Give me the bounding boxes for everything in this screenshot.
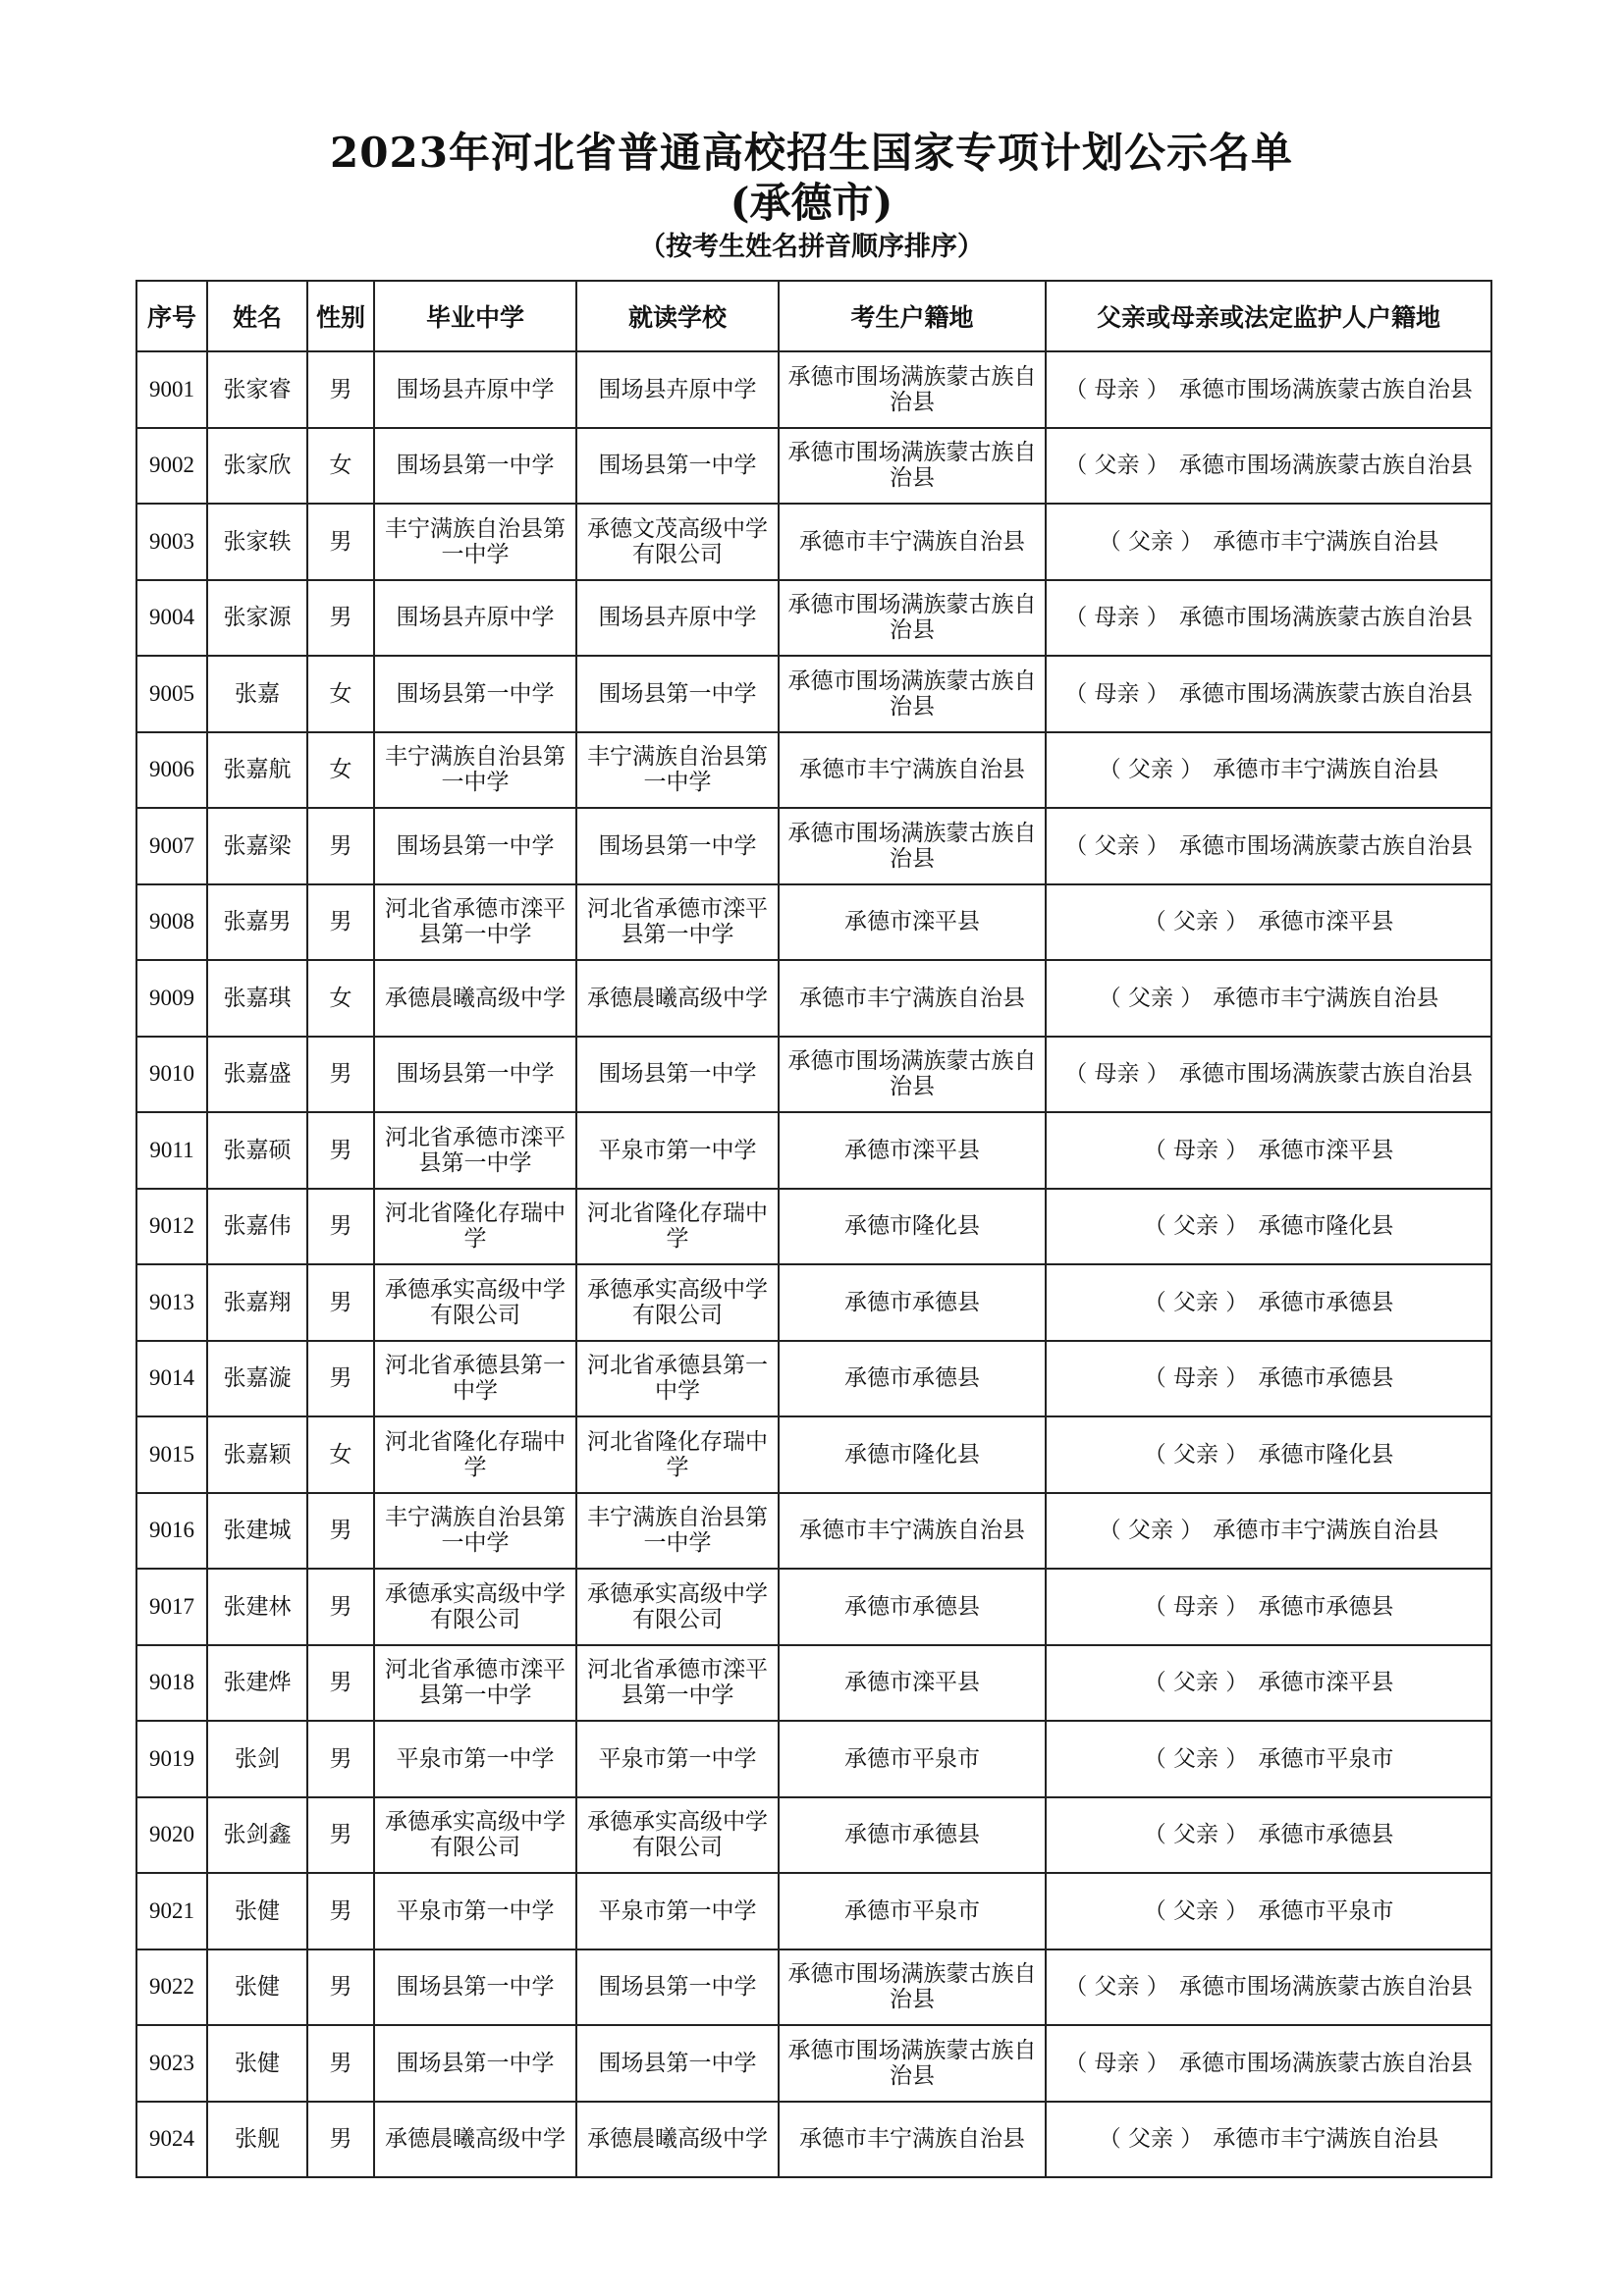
cell-guardian-hukou [1046,1416,1491,1493]
cell-name: 张嘉盛 [207,1037,307,1113]
cell-current-school: 平泉市第一中学 [576,1721,779,1797]
guardian-relation: （ 父亲 ） [1143,909,1249,935]
cell-grad-school: 河北省隆化存瑞中学 [374,1416,576,1493]
header-id: 序号 [136,281,207,351]
cell-current-school: 围场县卉原中学 [576,351,779,428]
guardian-hukou-place: 承德市围场满族蒙古族自治县 [1178,1974,1473,2001]
cell-name: 张建城 [207,1493,307,1570]
cell-gender: 女 [307,732,374,809]
guardian-relation: （ 父亲 ） [1098,985,1204,1011]
document-title: 2023年河北省普通高校招生国家专项计划公示名单 [330,129,1293,177]
cell-current-school: 承德承实高级中学有限公司 [576,1797,779,1874]
cell-guardian-hukou [1046,960,1491,1037]
cell-current-school: 丰宁满族自治县第一中学 [576,1493,779,1570]
table-row [136,428,1491,505]
cell-name: 张嘉梁 [207,808,307,884]
cell-gender: 男 [307,1341,374,1417]
document-header [0,128,1623,267]
cell-hukou: 承德市隆化县 [779,1416,1046,1493]
cell-hukou: 承德市承德县 [779,1264,1046,1341]
guardian-relation: （ 母亲 ） [1064,376,1169,402]
cell-hukou: 承德市滦平县 [779,884,1046,961]
cell-id: 9014 [136,1341,207,1417]
cell-id: 9004 [136,580,207,657]
guardian-relation: （ 父亲 ） [1143,1670,1249,1696]
table-row [136,504,1491,580]
cell-hukou: 承德市丰宁满族自治县 [779,1493,1046,1570]
cell-guardian-hukou [1046,1264,1491,1341]
guardian-hukou-place: 承德市平泉市 [1258,1745,1394,1772]
cell-hukou: 承德市滦平县 [779,1112,1046,1189]
cell-id: 9008 [136,884,207,961]
cell-guardian-hukou [1046,351,1491,428]
cell-hukou: 承德市围场满族蒙古族自治县 [779,1037,1046,1113]
cell-guardian-hukou [1046,1112,1491,1189]
guardian-hukou-place: 承德市滦平县 [1258,909,1394,935]
cell-name: 张嘉伟 [207,1189,307,1265]
cell-grad-school: 承德承实高级中学有限公司 [374,1264,576,1341]
cell-gender: 男 [307,1493,374,1570]
cell-grad-school: 承德晨曦高级中学 [374,960,576,1037]
table-row [136,1569,1491,1645]
cell-id: 9024 [136,2102,207,2178]
table-row [136,1797,1491,1874]
guardian-relation: （ 父亲 ） [1143,1213,1249,1240]
cell-grad-school: 围场县卉原中学 [374,580,576,657]
guardian-hukou-place: 承德市承德县 [1258,1289,1394,1315]
cell-grad-school: 围场县第一中学 [374,1949,576,2026]
cell-hukou: 承德市围场满族蒙古族自治县 [779,2025,1046,2102]
guardian-relation: （ 父亲 ） [1098,2126,1204,2153]
table-row [136,1189,1491,1265]
cell-name: 张嘉颖 [207,1416,307,1493]
cell-hukou: 承德市滦平县 [779,1645,1046,1722]
cell-guardian-hukou [1046,504,1491,580]
cell-guardian-hukou [1046,580,1491,657]
cell-hukou: 承德市围场满族蒙古族自治县 [779,656,1046,732]
guardian-relation: （ 父亲 ） [1143,1897,1249,1924]
guardian-hukou-place: 承德市丰宁满族自治县 [1213,1518,1439,1544]
cell-grad-school: 河北省隆化存瑞中学 [374,1189,576,1265]
header-grad-school: 毕业中学 [374,281,576,351]
cell-current-school: 河北省承德县第一中学 [576,1341,779,1417]
cell-grad-school: 平泉市第一中学 [374,1873,576,1949]
cell-current-school: 河北省隆化存瑞中学 [576,1189,779,1265]
cell-hukou: 承德市承德县 [779,1569,1046,1645]
cell-id: 9011 [136,1112,207,1189]
cell-grad-school: 围场县第一中学 [374,2025,576,2102]
cell-grad-school: 承德承实高级中学有限公司 [374,1797,576,1874]
table-row [136,2102,1491,2178]
cell-gender: 男 [307,351,374,428]
table-row [136,1264,1491,1341]
cell-gender: 男 [307,808,374,884]
cell-name: 张嘉琪 [207,960,307,1037]
cell-gender: 男 [307,2025,374,2102]
cell-grad-school: 丰宁满族自治县第一中学 [374,504,576,580]
cell-name: 张健 [207,2025,307,2102]
cell-guardian-hukou [1046,1493,1491,1570]
cell-name: 张健 [207,1949,307,2026]
cell-name: 张健 [207,1873,307,1949]
guardian-relation: （ 母亲 ） [1143,1365,1249,1392]
table-row [136,656,1491,732]
cell-grad-school: 围场县第一中学 [374,808,576,884]
table-row [136,1949,1491,2026]
table-row [136,1645,1491,1722]
guardian-relation: （ 父亲 ） [1143,1441,1249,1468]
cell-name: 张建烨 [207,1645,307,1722]
cell-guardian-hukou [1046,1721,1491,1797]
cell-current-school: 丰宁满族自治县第一中学 [576,732,779,809]
cell-gender: 女 [307,1416,374,1493]
cell-hukou: 承德市围场满族蒙古族自治县 [779,351,1046,428]
cell-hukou: 承德市平泉市 [779,1721,1046,1797]
cell-name: 张嘉航 [207,732,307,809]
cell-guardian-hukou [1046,2025,1491,2102]
cell-id: 9010 [136,1037,207,1113]
table-row [136,580,1491,657]
guardian-relation: （ 母亲 ） [1143,1593,1249,1620]
guardian-relation: （ 父亲 ） [1064,453,1169,479]
cell-guardian-hukou [1046,732,1491,809]
cell-current-school: 平泉市第一中学 [576,1112,779,1189]
header-current-school: 就读学校 [576,281,779,351]
guardian-hukou-place: 承德市丰宁满族自治县 [1213,757,1439,783]
cell-gender: 男 [307,1721,374,1797]
cell-grad-school: 河北省承德市滦平县第一中学 [374,1645,576,1722]
cell-gender: 男 [307,1189,374,1265]
guardian-hukou-place: 承德市滦平县 [1258,1137,1394,1163]
cell-name: 张嘉 [207,656,307,732]
cell-guardian-hukou [1046,2102,1491,2178]
guardian-relation: （ 母亲 ） [1064,2050,1169,2076]
cell-guardian-hukou [1046,884,1491,961]
header-hukou: 考生户籍地 [779,281,1046,351]
guardian-hukou-place: 承德市隆化县 [1258,1213,1394,1240]
table-row [136,2025,1491,2102]
cell-name: 张嘉翔 [207,1264,307,1341]
cell-id: 9006 [136,732,207,809]
cell-hukou: 承德市丰宁满族自治县 [779,2102,1046,2178]
cell-name: 张剑 [207,1721,307,1797]
guardian-hukou-place: 承德市隆化县 [1258,1441,1394,1468]
cell-id: 9003 [136,504,207,580]
table-row [136,1493,1491,1570]
cell-hukou: 承德市承德县 [779,1797,1046,1874]
guardian-relation: （ 母亲 ） [1143,1137,1249,1163]
cell-grad-school: 承德承实高级中学有限公司 [374,1569,576,1645]
cell-guardian-hukou [1046,808,1491,884]
cell-gender: 男 [307,1264,374,1341]
cell-current-school: 围场县第一中学 [576,808,779,884]
cell-current-school: 平泉市第一中学 [576,1873,779,1949]
cell-id: 9005 [136,656,207,732]
cell-grad-school: 河北省承德市滦平县第一中学 [374,1112,576,1189]
cell-gender: 女 [307,428,374,505]
cell-id: 9012 [136,1189,207,1265]
cell-gender: 男 [307,1569,374,1645]
guardian-hukou-place: 承德市平泉市 [1258,1897,1394,1924]
cell-hukou: 承德市丰宁满族自治县 [779,960,1046,1037]
cell-gender: 男 [307,1645,374,1722]
cell-id: 9009 [136,960,207,1037]
guardian-hukou-place: 承德市围场满族蒙古族自治县 [1178,453,1473,479]
cell-id: 9007 [136,808,207,884]
cell-hukou: 承德市围场满族蒙古族自治县 [779,580,1046,657]
cell-id: 9022 [136,1949,207,2026]
cell-id: 9019 [136,1721,207,1797]
table-row [136,1341,1491,1417]
cell-hukou: 承德市围场满族蒙古族自治县 [779,428,1046,505]
cell-current-school: 围场县第一中学 [576,1949,779,2026]
cell-gender: 男 [307,884,374,961]
cell-name: 张家轶 [207,504,307,580]
header-guardian-hukou: 父亲或母亲或法定监护人户籍地 [1046,281,1491,351]
cell-hukou: 承德市围场满族蒙古族自治县 [779,1949,1046,2026]
cell-guardian-hukou [1046,1949,1491,2026]
cell-id: 9018 [136,1645,207,1722]
cell-current-school: 河北省承德市滦平县第一中学 [576,884,779,961]
table-row [136,1112,1491,1189]
guardian-hukou-place: 承德市丰宁满族自治县 [1213,2126,1439,2153]
sort-note: （按考生姓名拼音顺序排序） [639,232,984,262]
cell-current-school: 围场县第一中学 [576,428,779,505]
header-name: 姓名 [207,281,307,351]
cell-gender: 女 [307,656,374,732]
guardian-relation: （ 母亲 ） [1064,680,1169,707]
guardian-relation: （ 父亲 ） [1143,1289,1249,1315]
guardian-relation: （ 父亲 ） [1064,832,1169,859]
cell-name: 张嘉男 [207,884,307,961]
cell-id: 9021 [136,1873,207,1949]
cell-gender: 男 [307,1112,374,1189]
cell-current-school: 河北省承德市滦平县第一中学 [576,1645,779,1722]
cell-name: 张剑鑫 [207,1797,307,1874]
guardian-hukou-place: 承德市围场满族蒙古族自治县 [1178,376,1473,402]
document-subtitle: (承德市) [730,179,893,227]
cell-name: 张建林 [207,1569,307,1645]
cell-id: 9016 [136,1493,207,1570]
cell-name: 张家睿 [207,351,307,428]
guardian-relation: （ 父亲 ） [1064,1974,1169,2001]
cell-current-school: 承德承实高级中学有限公司 [576,1569,779,1645]
cell-current-school: 围场县卉原中学 [576,580,779,657]
cell-name: 张舰 [207,2102,307,2178]
guardian-hukou-place: 承德市围场满族蒙古族自治县 [1178,2050,1473,2076]
guardian-relation: （ 父亲 ） [1098,757,1204,783]
cell-current-school: 承德晨曦高级中学 [576,960,779,1037]
table-row [136,1037,1491,1113]
table-row [136,960,1491,1037]
cell-id: 9017 [136,1569,207,1645]
cell-guardian-hukou [1046,1569,1491,1645]
guardian-hukou-place: 承德市承德县 [1258,1822,1394,1848]
table-row [136,1416,1491,1493]
cell-guardian-hukou [1046,1873,1491,1949]
table-row [136,732,1491,809]
table-row [136,1721,1491,1797]
cell-id: 9020 [136,1797,207,1874]
cell-id: 9001 [136,351,207,428]
cell-hukou: 承德市隆化县 [779,1189,1046,1265]
cell-guardian-hukou [1046,1037,1491,1113]
cell-guardian-hukou [1046,656,1491,732]
cell-grad-school: 丰宁满族自治县第一中学 [374,1493,576,1570]
cell-hukou: 承德市丰宁满族自治县 [779,732,1046,809]
cell-name: 张嘉漩 [207,1341,307,1417]
cell-grad-school: 丰宁满族自治县第一中学 [374,732,576,809]
table-row [136,351,1491,428]
guardian-hukou-place: 承德市承德县 [1258,1593,1394,1620]
table-body [136,351,1491,2177]
guardian-relation: （ 母亲 ） [1064,605,1169,631]
cell-guardian-hukou [1046,1645,1491,1722]
header-gender: 性别 [307,281,374,351]
cell-current-school: 围场县第一中学 [576,656,779,732]
cell-gender: 男 [307,1797,374,1874]
cell-current-school: 围场县第一中学 [576,2025,779,2102]
cell-grad-school: 围场县第一中学 [374,656,576,732]
cell-current-school: 承德文茂高级中学有限公司 [576,504,779,580]
table-header-row [136,281,1491,351]
cell-grad-school: 平泉市第一中学 [374,1721,576,1797]
cell-current-school: 河北省隆化存瑞中学 [576,1416,779,1493]
guardian-hukou-place: 承德市丰宁满族自治县 [1213,528,1439,555]
cell-current-school: 承德晨曦高级中学 [576,2102,779,2178]
cell-hukou: 承德市围场满族蒙古族自治县 [779,808,1046,884]
cell-gender: 男 [307,1873,374,1949]
cell-id: 9002 [136,428,207,505]
table-row [136,1873,1491,1949]
cell-guardian-hukou [1046,1341,1491,1417]
cell-current-school: 围场县第一中学 [576,1037,779,1113]
guardian-relation: （ 父亲 ） [1098,1518,1204,1544]
cell-hukou: 承德市平泉市 [779,1873,1046,1949]
guardian-relation: （ 母亲 ） [1064,1061,1169,1088]
table-row [136,808,1491,884]
guardian-hukou-place: 承德市丰宁满族自治县 [1213,985,1439,1011]
cell-grad-school: 围场县卉原中学 [374,351,576,428]
cell-grad-school: 河北省承德县第一中学 [374,1341,576,1417]
cell-id: 9015 [136,1416,207,1493]
cell-gender: 男 [307,2102,374,2178]
table-row [136,884,1491,961]
cell-gender: 男 [307,580,374,657]
cell-gender: 男 [307,504,374,580]
cell-id: 9023 [136,2025,207,2102]
cell-name: 张嘉硕 [207,1112,307,1189]
guardian-hukou-place: 承德市围场满族蒙古族自治县 [1178,605,1473,631]
guardian-hukou-place: 承德市承德县 [1258,1365,1394,1392]
candidate-table [135,280,1492,2178]
guardian-hukou-place: 承德市围场满族蒙古族自治县 [1178,1061,1473,1088]
cell-name: 张家源 [207,580,307,657]
guardian-relation: （ 父亲 ） [1098,528,1204,555]
guardian-hukou-place: 承德市围场满族蒙古族自治县 [1178,832,1473,859]
cell-name: 张家欣 [207,428,307,505]
guardian-hukou-place: 承德市围场满族蒙古族自治县 [1178,680,1473,707]
guardian-hukou-place: 承德市滦平县 [1258,1670,1394,1696]
cell-current-school: 承德承实高级中学有限公司 [576,1264,779,1341]
cell-grad-school: 承德晨曦高级中学 [374,2102,576,2178]
cell-hukou: 承德市丰宁满族自治县 [779,504,1046,580]
cell-grad-school: 围场县第一中学 [374,1037,576,1113]
cell-guardian-hukou [1046,1189,1491,1265]
cell-grad-school: 围场县第一中学 [374,428,576,505]
cell-guardian-hukou [1046,428,1491,505]
cell-id: 9013 [136,1264,207,1341]
cell-guardian-hukou [1046,1797,1491,1874]
guardian-relation: （ 父亲 ） [1143,1822,1249,1848]
guardian-relation: （ 父亲 ） [1143,1745,1249,1772]
cell-grad-school: 河北省承德市滦平县第一中学 [374,884,576,961]
cell-hukou: 承德市承德县 [779,1341,1046,1417]
cell-gender: 男 [307,1949,374,2026]
cell-gender: 女 [307,960,374,1037]
cell-gender: 男 [307,1037,374,1113]
